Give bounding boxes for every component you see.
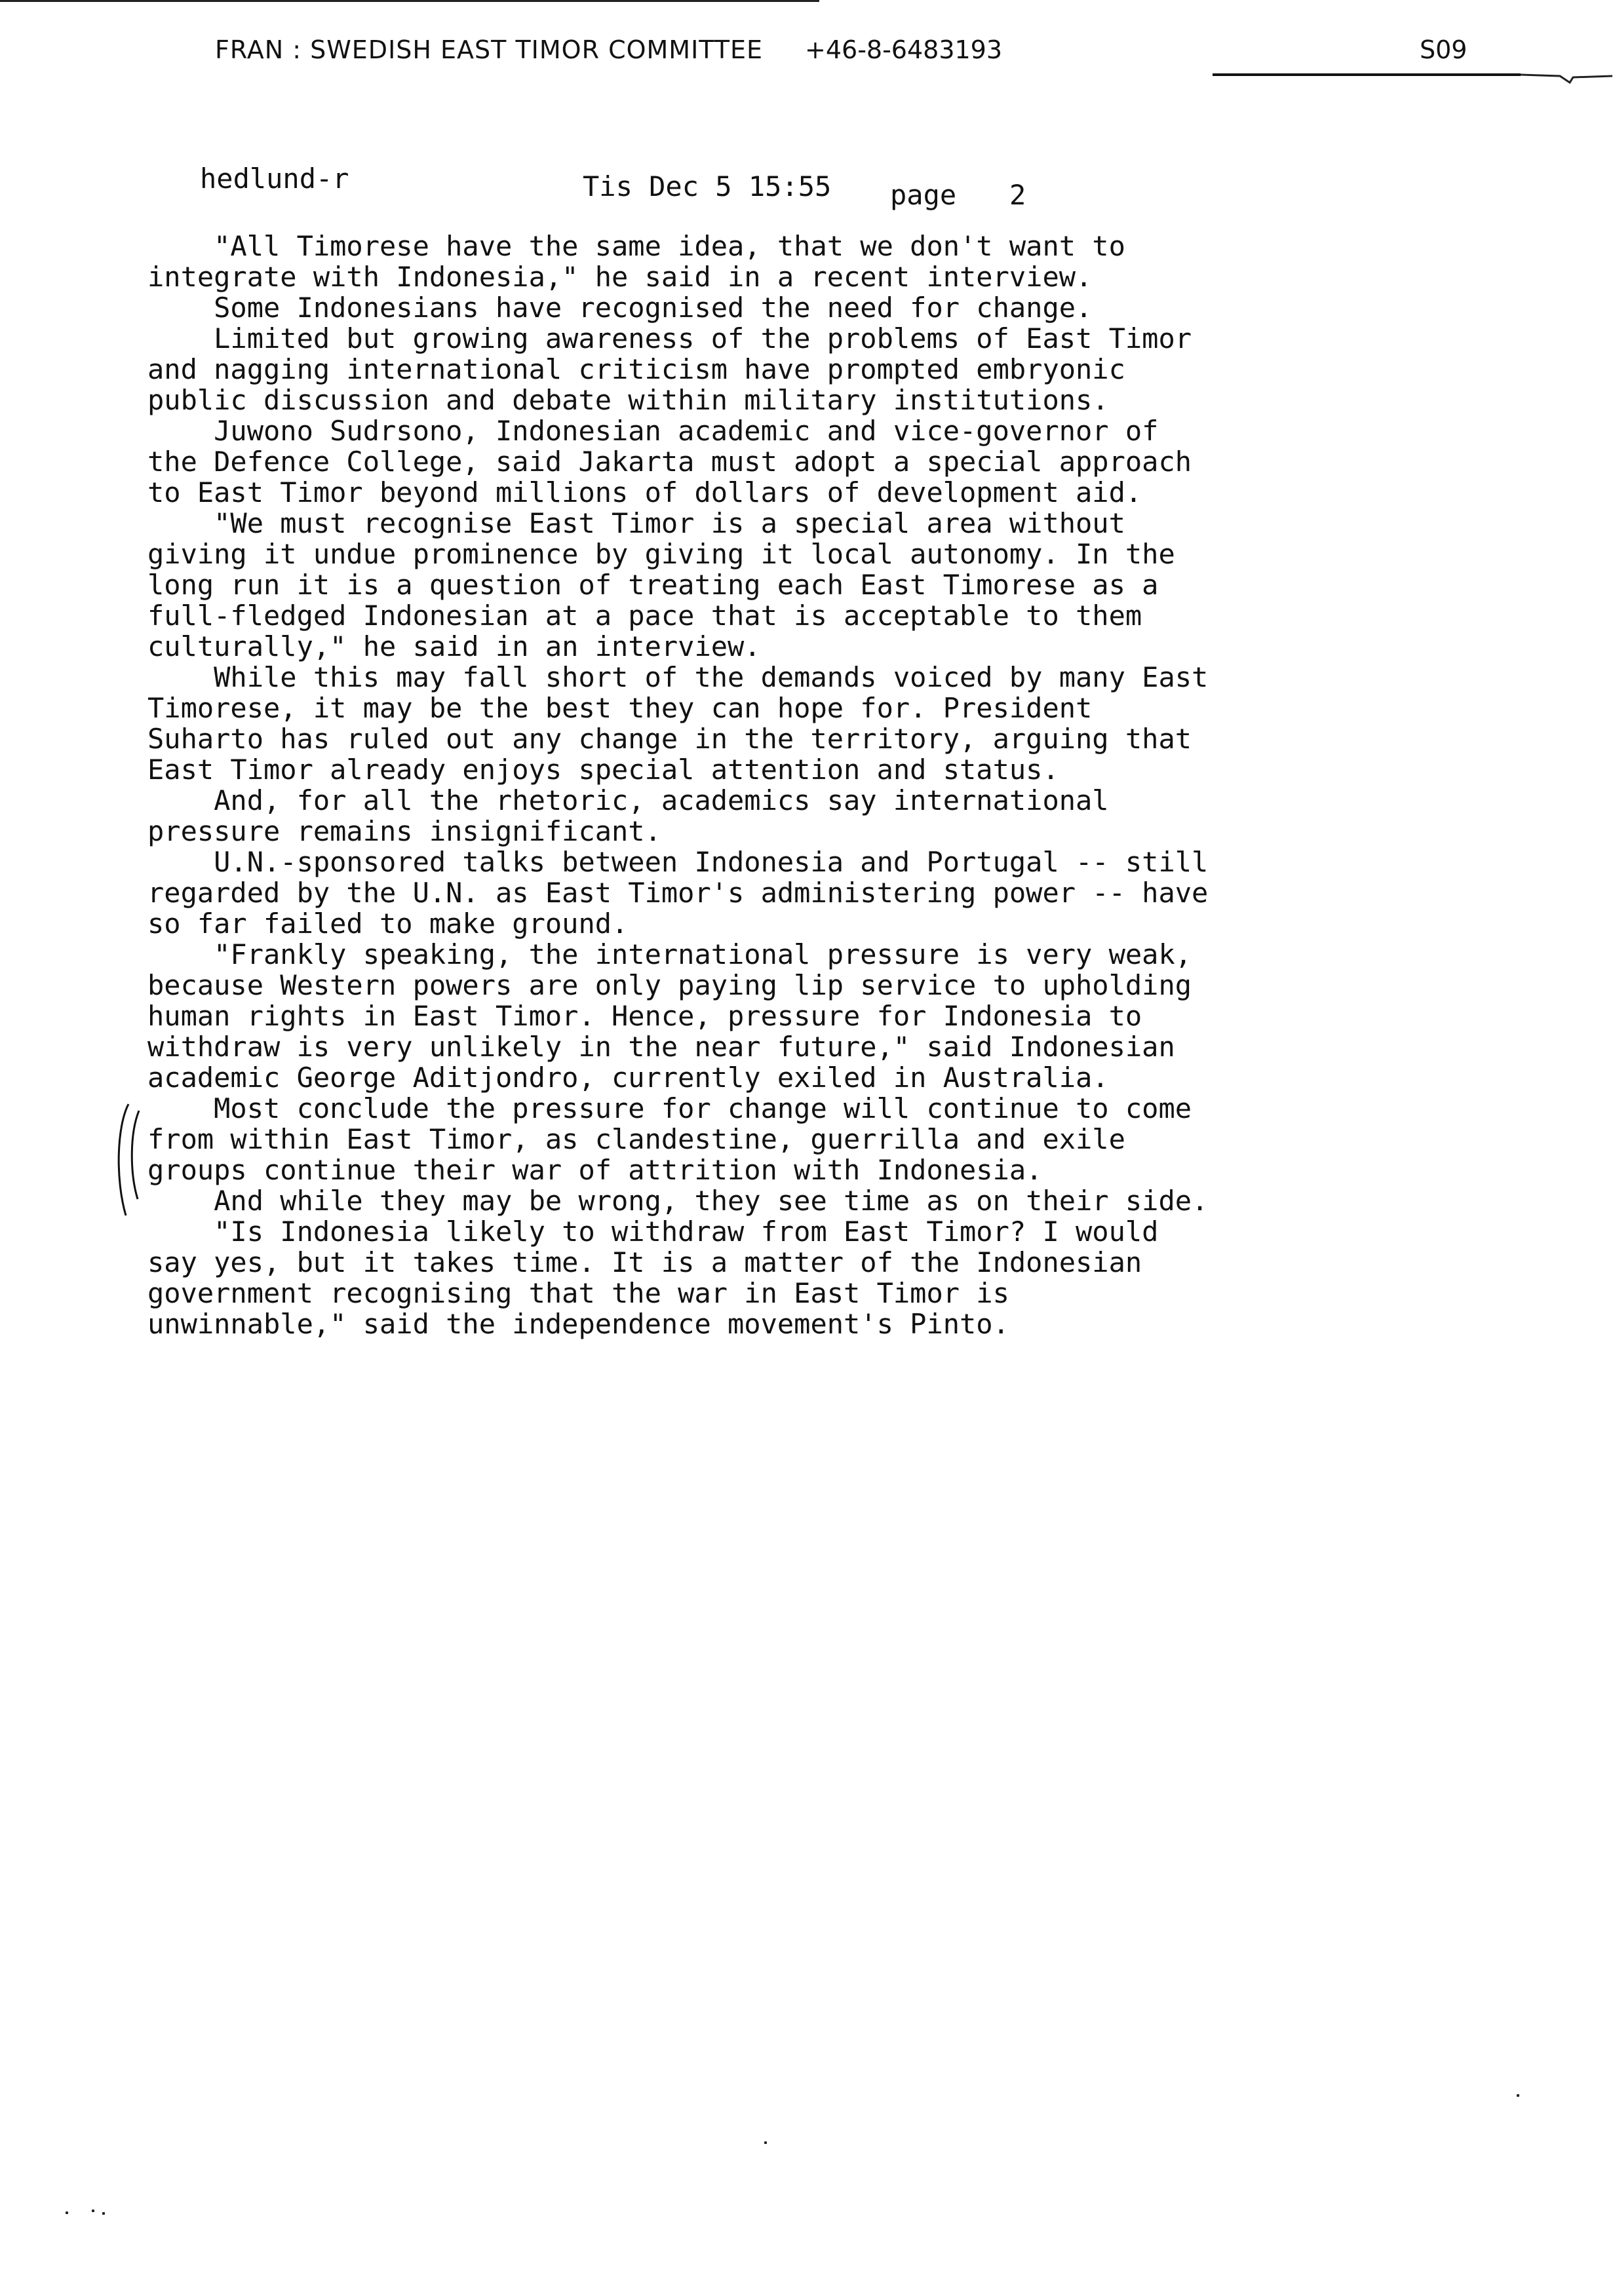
- page-label: page: [890, 179, 957, 211]
- article-line: Some Indonesians have recognised the need for change.: [147, 292, 1093, 324]
- fax-sender: FRAN : SWEDISH EAST TIMOR COMMITTEE: [215, 35, 764, 64]
- article-line: so far failed to make ground.: [147, 908, 629, 940]
- document-date: Tis Dec 5 15:55: [583, 170, 832, 202]
- article-line: the Defence College, said Jakarta must adopt a special approach: [147, 446, 1192, 478]
- article-line: Juwono Sudrsono, Indonesian academic and vice-governor of: [147, 415, 1159, 447]
- scan-speck: [66, 2211, 68, 2214]
- article-line: East Timor already enjoys special attention and status.: [147, 754, 1059, 786]
- article-line: Suharto has ruled out any change in the territory, arguing that: [147, 723, 1192, 755]
- article-line: While this may fall short of the demands voiced by many East: [147, 661, 1209, 693]
- article-line: and nagging international criticism have prompted embryonic: [147, 353, 1125, 385]
- article-line: government recognising that the war in East Timor is: [147, 1277, 1009, 1309]
- article-line: public discussion and debate within military institutions.: [147, 384, 1109, 416]
- article-line: And while they may be wrong, they see time as on their side.: [147, 1185, 1209, 1217]
- article-line: because Western powers are only paying lip service to upholding: [147, 969, 1192, 1001]
- scan-speck: [1517, 2094, 1519, 2097]
- scan-speck: [92, 2210, 94, 2212]
- article-line: And, for all the rhetoric, academics say international: [147, 784, 1109, 816]
- fax-page-id: S09: [1420, 35, 1468, 64]
- article-line: pressure remains insignificant.: [147, 815, 661, 847]
- article-line: "Frankly speaking, the international pressure is very weak,: [147, 938, 1192, 970]
- article-line: "Is Indonesia likely to withdraw from East Timor? I would: [147, 1215, 1159, 1248]
- article-line: Timorese, it may be the best they can hope for. President: [147, 692, 1093, 724]
- fax-rule-tail: [1521, 69, 1612, 84]
- article-line: say yes, but it takes time. It is a matter of the Indonesian: [147, 1246, 1142, 1278]
- article-line: to East Timor beyond millions of dollars of development aid.: [147, 476, 1142, 508]
- article-line: human rights in East Timor. Hence, pressure for Indonesia to: [147, 1000, 1142, 1032]
- article-line: withdraw is very unlikely in the near future," said Indonesian: [147, 1031, 1175, 1063]
- scan-speck: [102, 2212, 105, 2215]
- article-line: "All Timorese have the same idea, that we don't want to: [147, 230, 1125, 262]
- article-line: "We must recognise East Timor is a special area without: [147, 507, 1125, 539]
- article-line: academic George Aditjondro, currently exiled in Australia.: [147, 1062, 1109, 1094]
- article-line: giving it undue prominence by giving it local autonomy. In the: [147, 538, 1175, 570]
- page-number: 2: [1009, 179, 1026, 211]
- article-line: unwinnable," said the independence movement's Pinto.: [147, 1308, 1009, 1340]
- article-line: regarded by the U.N. as East Timor's administering power -- have: [147, 877, 1209, 909]
- scan-speck: [764, 2141, 767, 2144]
- fax-top-border: [0, 0, 819, 2]
- fax-rule-line: [1213, 73, 1521, 76]
- article-body: [147, 231, 1288, 1339]
- author-id: hedlund-r: [200, 163, 349, 195]
- article-line: from within East Timor, as clandestine, guerrilla and exile: [147, 1123, 1125, 1155]
- article-line: groups continue their war of attrition with Indonesia.: [147, 1154, 1043, 1186]
- article-line: integrate with Indonesia," he said in a recent interview.: [147, 261, 1093, 293]
- document-header: [200, 163, 1249, 211]
- article-line: Most conclude the pressure for change will continue to come: [147, 1092, 1192, 1124]
- article-line: Limited but growing awareness of the problems of East Timor: [147, 322, 1192, 354]
- article-line: U.N.-sponsored talks between Indonesia and Portugal -- still: [147, 846, 1209, 878]
- margin-bracket-mark: [110, 1101, 149, 1219]
- fax-header: [0, 0, 1615, 92]
- article-line: long run it is a question of treating each East Timorese as a: [147, 569, 1159, 601]
- article-line: culturally," he said in an interview.: [147, 630, 761, 662]
- article-line: full-fledged Indonesian at a pace that is acceptable to them: [147, 600, 1142, 632]
- fax-phone-number: +46-8-6483193: [805, 35, 1003, 64]
